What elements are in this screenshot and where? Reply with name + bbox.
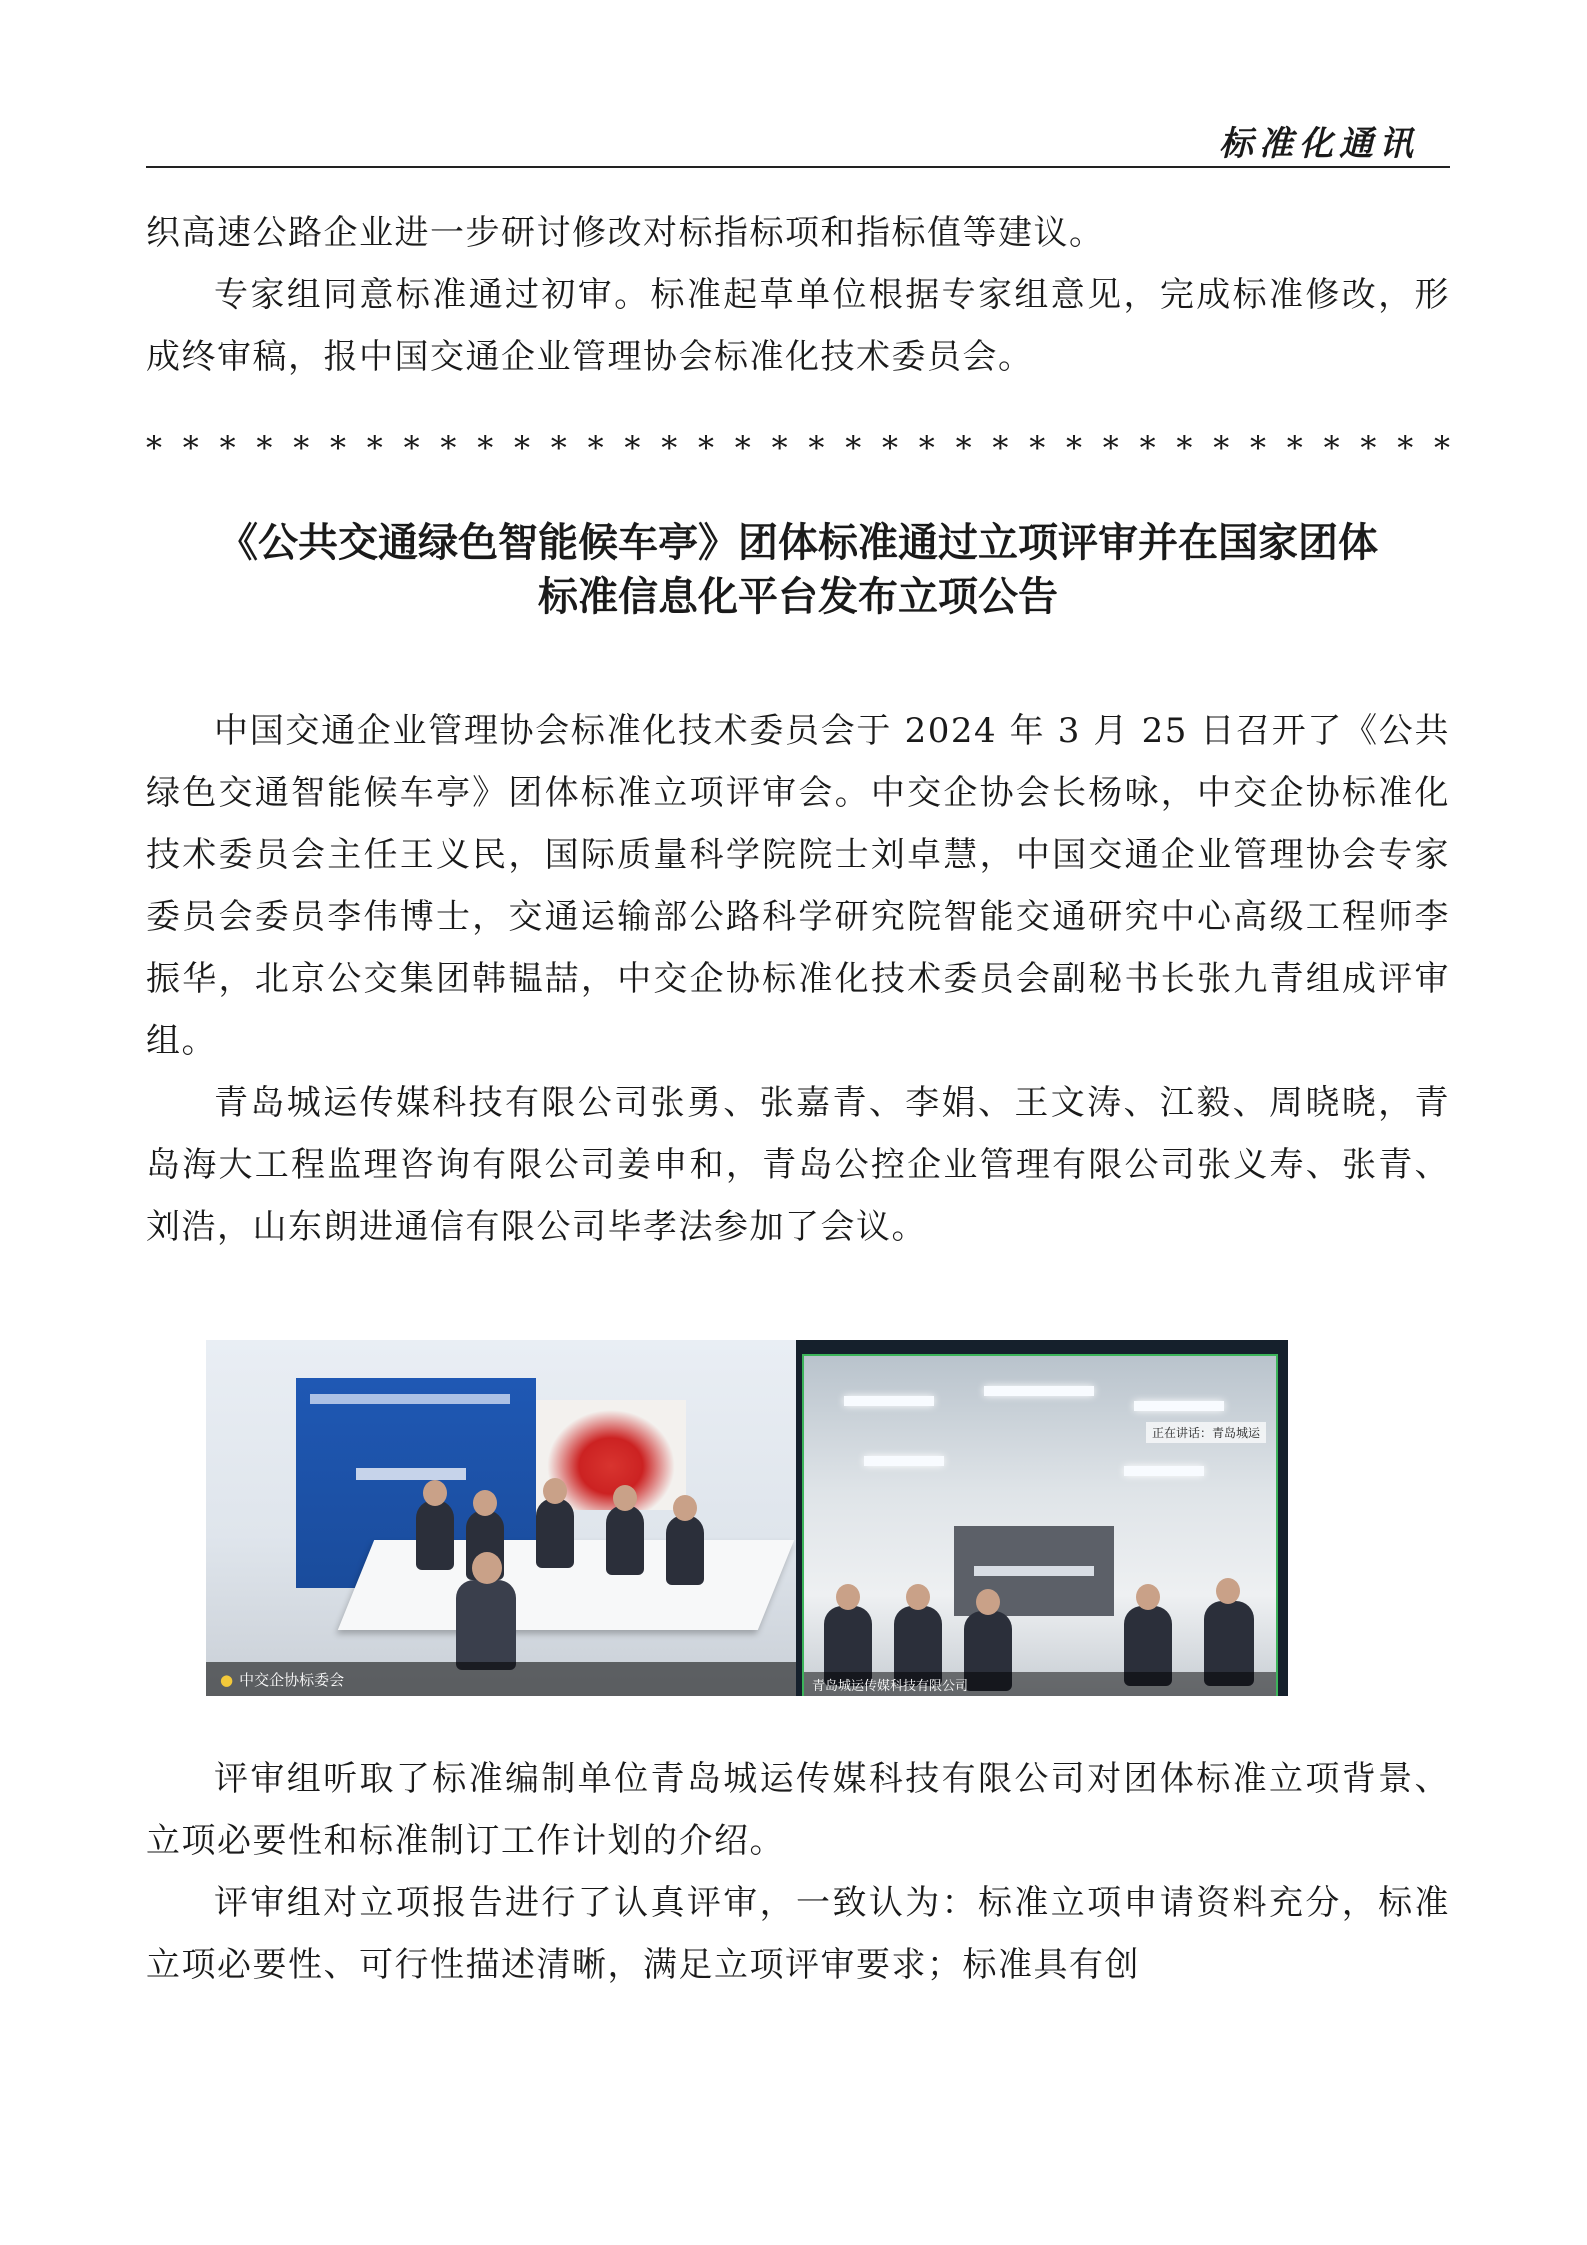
speaker-indicator: 正在讲话：青岛城运 (1146, 1422, 1266, 1443)
left-video-caption: ● 中交企协标委会 (220, 1671, 345, 1689)
paragraph: 织高速公路企业进一步研讨修改对标指标项和指标值等建议。 (146, 213, 1105, 253)
video-panel-left (206, 1340, 796, 1696)
section-separator: * * * * * * * * * * * * * * * * * * * * * * * * * * * * * * * * * * * * (146, 429, 1450, 467)
paragraph: 评审组对立项报告进行了认真评审，一致认为：标准立项申请资料充分，标准立项必要性、可行性描述清晰，满足立项评审要求；标准具有创 (146, 1883, 1450, 1985)
article-title-line-1: 《公共交通绿色智能候车亭》团体标准通过立项评审并在国家团体 (218, 519, 1378, 566)
article-body (146, 700, 1450, 1258)
paragraph: 中国交通企业管理协会标准化技术委员会于 2024 年 3 月 25 日召开了《公共绿色交通智能候车亭》团体标准立项评审会。中交企协会长杨咏，中交企协标准化技术委员会主任王义民，国际质量科学院院士刘卓慧，中国交通企业管理协会专家委员会委员李伟博士，交通运输部公路科学研究院智能交通研究中心高级工程师李振华，北京公交集团韩韫喆，中交企协标准化技术委员会副秘书长张九青组成评审组。 (146, 711, 1450, 1061)
header-rule (146, 166, 1450, 168)
video-panel-right (802, 1354, 1278, 1696)
paragraph: 专家组同意标准通过初审。标准起草单位根据专家组意见，完成标准修改，形成终审稿，报中国交通企业管理协会标准化技术委员会。 (146, 275, 1450, 377)
article-title-line-2: 标准信息化平台发布立项公告 (538, 573, 1058, 620)
paragraph: 青岛城运传媒科技有限公司张勇、张嘉青、李娟、王文涛、江毅、周晓晓，青岛海大工程监理咨询有限公司姜申和，青岛公控企业管理有限公司张义寿、张青、刘浩，山东朗进通信有限公司毕孝法参加了会议。 (146, 1083, 1450, 1247)
paragraph: 评审组听取了标准编制单位青岛城运传媒科技有限公司对团体标准立项背景、立项必要性和标准制订工作计划的介绍。 (146, 1759, 1450, 1861)
meeting-photo (206, 1340, 1288, 1696)
article-body-continued (146, 1748, 1450, 1996)
microphone-icon: ● (220, 1671, 234, 1689)
article-title (146, 516, 1450, 624)
right-video-caption: 青岛城运传媒科技有限公司 (812, 1679, 969, 1694)
newsletter-title: 标准化通讯 (1219, 124, 1419, 164)
continuation-text (146, 202, 1450, 388)
